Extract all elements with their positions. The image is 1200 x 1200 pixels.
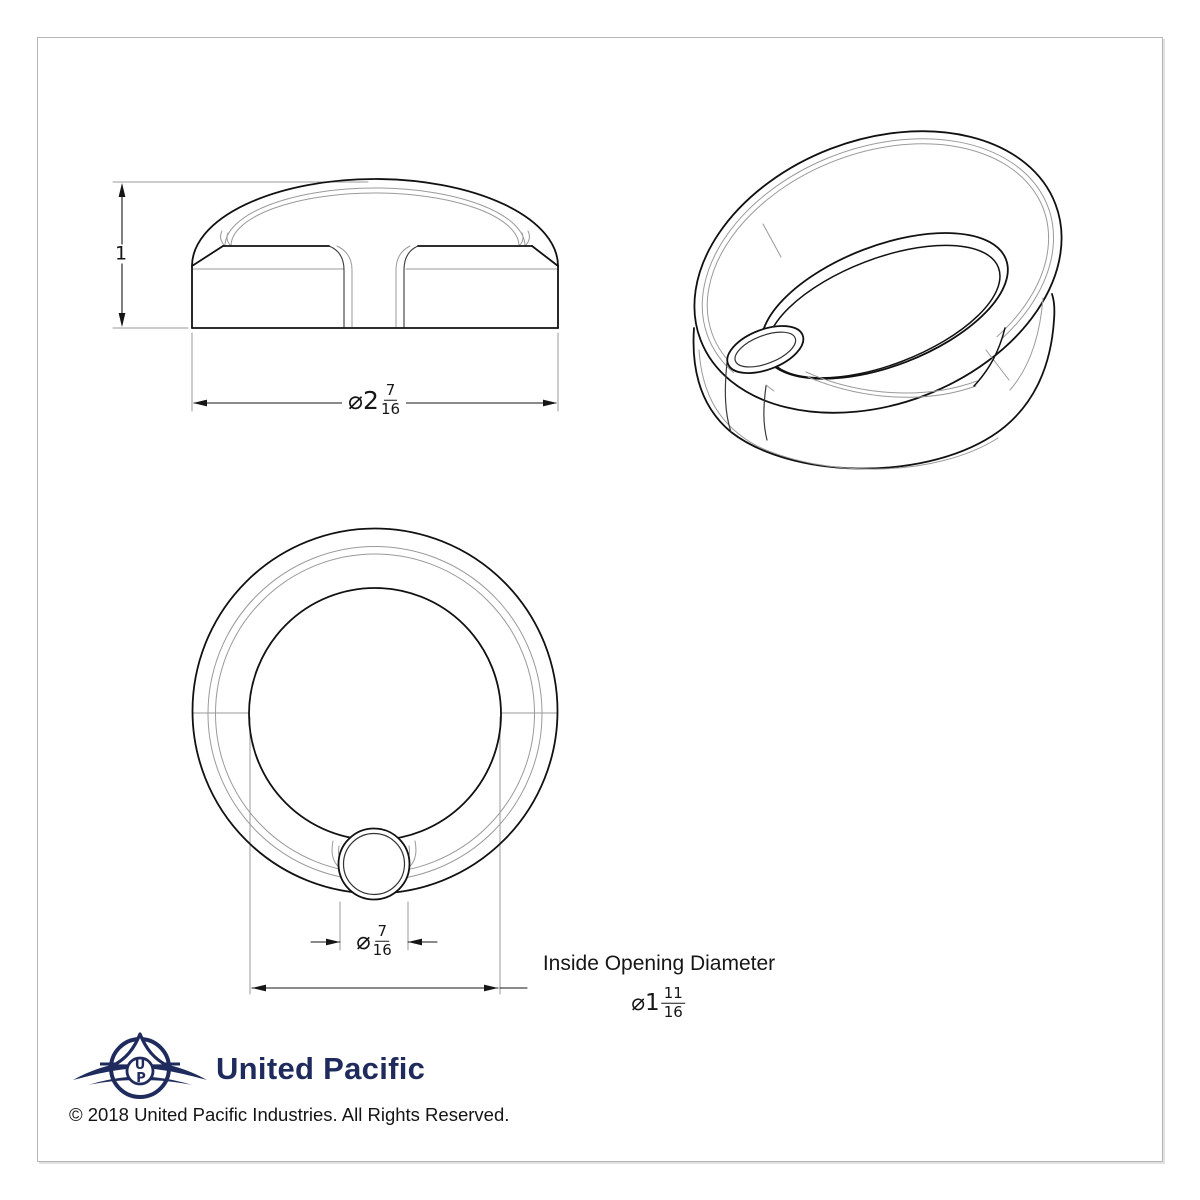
logo-monogram-p: P [136, 1071, 146, 1086]
copyright-text: © 2018 United Pacific Industries. All Rights Reserved. [69, 1104, 510, 1125]
hole-diameter-denominator: 16 [372, 940, 392, 959]
outer-diameter-prefix: ⌀2 [347, 385, 379, 415]
brand-name: United Pacific [216, 1051, 426, 1086]
inside-opening-denominator: 16 [663, 1002, 683, 1021]
height-dimension-label [111, 242, 131, 265]
united-pacific-logo-emblem [73, 1034, 207, 1097]
hole-diameter-prefix: ⌀ [356, 927, 371, 955]
logo-monogram-u: U [134, 1058, 146, 1073]
outer-diameter-numerator: 7 [385, 380, 396, 399]
side-view-drawing [113, 179, 558, 415]
inside-opening-fraction [662, 983, 685, 1021]
inside-opening-numerator: 11 [663, 983, 683, 1002]
outer-diameter-denominator: 16 [380, 399, 401, 418]
outer-diameter-dimension-label [342, 380, 406, 418]
isometric-view-drawing [653, 81, 1102, 469]
hole-diameter-dimension-label [352, 921, 396, 959]
outer-diameter-fraction [380, 380, 401, 418]
inside-opening-prefix: ⌀1 [631, 989, 660, 1016]
height-dimension-value: 1 [114, 242, 128, 265]
hole-diameter-fraction [372, 921, 392, 959]
hole-diameter-numerator: 7 [377, 921, 387, 940]
inside-opening-diameter-value [631, 983, 685, 1021]
inside-opening-diameter-label: Inside Opening Diameter [542, 952, 776, 975]
